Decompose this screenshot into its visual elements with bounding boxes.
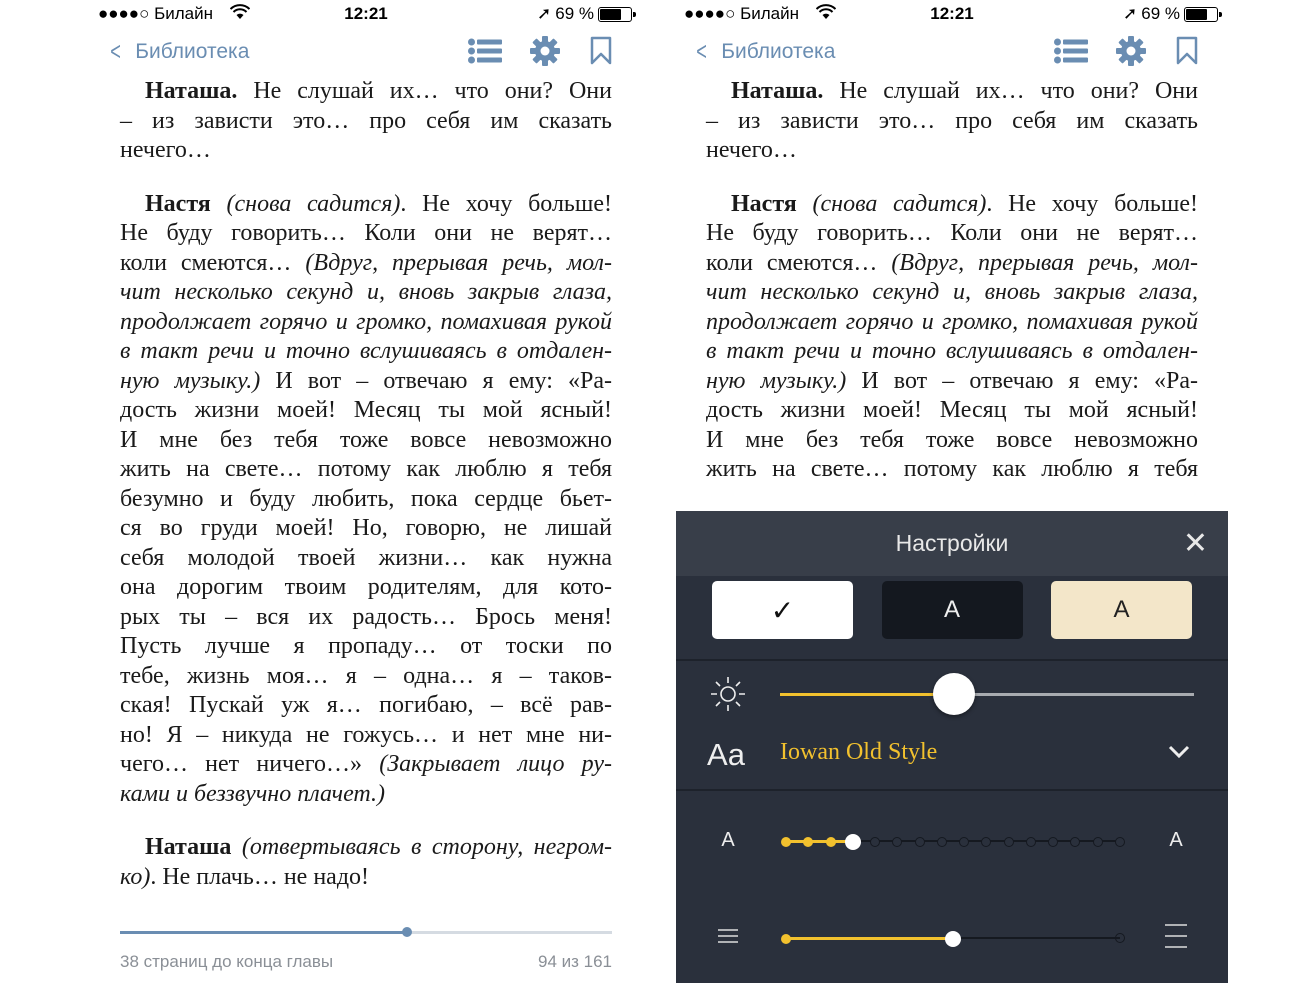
text-line [120,249,612,279]
font-size-step[interactable] [1048,837,1058,847]
battery-icon [1184,7,1218,22]
text-line [120,77,612,107]
text-line [120,691,612,721]
stage-direction: продолжает горячо и громко, помахивая рукой [120,308,612,335]
progress-fill [120,931,407,934]
text-line [120,514,612,544]
dialogue-text: . Не плачь… не надо! [150,863,370,890]
text-line [120,544,612,574]
stage-direction: (снова садится) [812,190,987,217]
text-line [120,367,612,397]
line-spacing-narrow-icon [706,926,750,951]
dialogue-text: жить на свете… потому как люблю я тебя [120,456,612,482]
speaker-name: Наташа [145,834,232,860]
stage-direction: ко) [120,863,151,890]
dialogue-text: Не слушай их… что они? Они [823,78,1198,104]
dialogue-text: Не буду говорить… Коли они не верят… [706,220,1198,246]
font-size-step[interactable] [981,837,991,847]
font-size-step[interactable] [1093,837,1103,847]
dialogue-text: И вот – отвечаю я ему: «Ра- [846,367,1199,394]
back-button[interactable] [694,36,835,67]
font-size-knob[interactable] [845,834,861,850]
paragraph [706,190,1198,485]
speaker-name: Наташа. [145,78,238,104]
dialogue-text: И мне без тебя тоже вовсе невозможно [706,426,1198,453]
close-icon[interactable]: ✕ [1182,527,1208,560]
chevron-left-icon: < [696,36,707,66]
location-icon: ➚ [537,4,552,23]
dialogue-text: нечего… [706,137,797,163]
text-line [120,426,612,456]
text-line [120,107,612,137]
theme-option-0[interactable] [712,581,853,639]
dialogue-text: – из зависти это… про себя им сказать [120,107,612,134]
stage-direction: (отвертываясь в сторону, негром- [241,834,612,860]
reader-screen-with-settings [676,0,1228,990]
back-label: Библиотека [135,39,250,63]
font-family-value: Iowan Old Style [780,739,938,765]
dialogue-text: нечего… [120,137,211,163]
stage-direction: продолжает горячо и громко, помахивая рукой [706,308,1198,335]
text-line [120,603,612,633]
theme-selector [712,581,1192,639]
stage-direction: в такт речи и точно вслушиваясь в отдален- [706,338,1198,364]
dialogue-text: ская! Пускай уж я… погибаю, – всё рав- [120,692,612,718]
font-size-step[interactable] [826,837,836,847]
brightness-slider[interactable] [780,693,1194,696]
pages-left-in-chapter: 38 страниц до конца главы [120,952,334,971]
text-line [706,308,1198,338]
bookmark-icon[interactable] [1176,36,1198,71]
dialogue-text: коли смеются… [706,249,892,276]
text-line [120,190,612,220]
stage-direction: (Вдруг, прерывая речь, мол- [305,249,613,276]
paragraph [706,77,1198,166]
font-size-row [676,829,1228,889]
text-line [706,278,1198,308]
text-line [706,219,1198,249]
stage-direction: (Вдруг, прерывая речь, мол- [891,249,1199,276]
text-line [706,455,1198,485]
dialogue-text: дость жизни моей! Месяц ты мой ясный! [706,397,1198,423]
dialogue-text: она дорогим твоим родителям, для кото- [120,574,612,600]
text-line [120,337,612,367]
dialogue-text: дость жизни моей! Месяц ты мой ясный! [120,397,612,423]
line-spacing-knob[interactable] [945,931,961,947]
settings-title: Настройки [895,530,1009,556]
font-size-step[interactable] [870,837,880,847]
paragraph [120,77,612,166]
speaker-name: Настя [731,190,797,217]
font-size-step[interactable] [959,837,969,847]
location-icon: ➚ [1123,4,1138,23]
line-spacing-wide-icon [1154,922,1198,955]
text-line [706,249,1198,279]
dialogue-text: жить на свете… потому как люблю я тебя [706,456,1198,482]
carrier: ●●●●○ Билайн [98,4,213,23]
stage-direction: (снова садится) [226,190,401,217]
stage-direction: ками и беззвучно плачет.) [120,780,386,807]
theme-option-1[interactable] [882,581,1023,639]
book-text [706,77,1198,509]
battery-icon [598,7,632,22]
brightness-row [676,663,1228,723]
text-line [120,219,612,249]
theme-label: A [943,596,960,623]
text-line [120,485,612,515]
reading-progress-bar[interactable] [120,931,612,934]
progress-knob[interactable] [402,927,412,937]
page-counter: 94 из 161 [537,952,612,971]
text-line [120,396,612,426]
dialogue-text: чего… нет ничего…» [120,751,363,777]
battery-percent: 69 % [555,4,594,23]
font-size-small-label: A [721,829,735,851]
font-size-step[interactable] [937,837,947,847]
paragraph [120,190,612,810]
text-line [706,426,1198,456]
text-line [120,721,612,751]
font-size-step[interactable] [915,837,925,847]
battery-percent: 69 % [1141,4,1180,23]
status-bar [676,4,1228,26]
bookmark-icon[interactable] [590,36,612,71]
back-button[interactable] [108,36,249,67]
speaker-name: Настя [145,190,211,217]
font-size-step[interactable] [1070,837,1080,847]
text-line [120,780,612,810]
text-line [706,136,1198,166]
settings-panel [676,511,1228,983]
font-size-step[interactable] [1026,837,1036,847]
book-text [120,77,612,916]
dialogue-text: коли смеются… [120,249,306,276]
font-size-large-label: A [1169,829,1183,851]
text-line [120,750,612,780]
dialogue-text: но! Я – никуда не гожусь… и нет мне ни- [120,721,612,748]
font-size-step[interactable] [1004,837,1014,847]
checkmark-icon: ✓ [770,594,795,626]
sun-icon [706,675,750,718]
stage-direction: в такт речи и точно вслушиваясь в отдален- [120,338,612,364]
font-size-step[interactable] [803,837,813,847]
line-spacing-row [676,926,1228,986]
text-line [706,190,1198,220]
text-line [120,863,612,893]
text-line [120,136,612,166]
clock: 12:21 [930,4,974,23]
text-line [120,455,612,485]
theme-label: A [1113,596,1130,623]
stage-direction: (Закрывает лицо ру- [362,751,612,777]
speaker-name: Наташа. [731,78,824,104]
text-line [706,107,1198,137]
stage-direction: чит несколько секунд и, вновь закрыв глаза, [120,279,612,305]
dialogue-text: тебе, жизнь моя… я – одна… я – таков- [120,662,612,689]
dialogue-text: рых ты – вся их радость… Брось меня! [120,603,612,630]
text-line [706,77,1198,107]
carrier: ●●●●○ Билайн [684,4,799,23]
dialogue-text: И вот – отвечаю я ему: «Ра- [260,367,613,394]
settings-header [676,511,1228,576]
chevron-down-icon[interactable] [1168,745,1190,764]
dialogue-text [231,834,241,860]
gear-icon[interactable] [530,36,560,71]
text-line [120,632,612,662]
text-line [120,278,612,308]
text-line [120,308,612,338]
dialogue-text: ся во груди моей! Но, говорю, не лишай [120,515,612,541]
dialogue-text: Не слушай их… что они? Они [237,78,612,104]
nav-bar [90,34,642,68]
dialogue-text: . Не хочу больше! [986,190,1199,217]
nav-bar [676,34,1228,68]
font-icon: Aa [707,737,745,772]
text-line [120,573,612,603]
reader-screen [90,0,642,990]
stage-direction: чит несколько секунд и, вновь закрыв глаза, [706,279,1198,305]
dialogue-text: Не буду говорить… Коли они не верят… [120,220,612,246]
dialogue-text: Пусть лучше я пропаду… от тоски по [120,633,612,659]
text-line [706,367,1198,397]
text-line [120,833,612,863]
dialogue-text: безумно и буду любить, пока сердце бьет- [120,485,612,512]
theme-option-2[interactable] [1051,581,1192,639]
text-line [706,337,1198,367]
font-size-step[interactable] [1115,837,1125,847]
font-size-step[interactable] [892,837,902,847]
font-size-step[interactable] [781,837,791,847]
dialogue-text [797,191,813,217]
brightness-knob[interactable] [933,673,975,715]
back-label: Библиотека [721,39,836,63]
dialogue-text: себя молодой твоей жизни… как нужна [120,544,612,571]
table-of-contents-icon[interactable] [1054,38,1088,69]
stage-direction: ную музыку.) [706,367,847,394]
gear-icon[interactable] [1116,36,1146,71]
dialogue-text: . Не хочу больше! [400,190,613,217]
chevron-left-icon: < [110,36,121,66]
dialogue-text [211,191,227,217]
paragraph [120,833,612,892]
text-line [120,662,612,692]
status-bar [90,4,642,26]
text-line [706,396,1198,426]
table-of-contents-icon[interactable] [468,38,502,69]
dialogue-text: И мне без тебя тоже вовсе невозможно [120,426,612,453]
clock: 12:21 [344,4,388,23]
stage-direction: ную музыку.) [120,367,261,394]
dialogue-text: – из зависти это… про себя им сказать [706,107,1198,134]
